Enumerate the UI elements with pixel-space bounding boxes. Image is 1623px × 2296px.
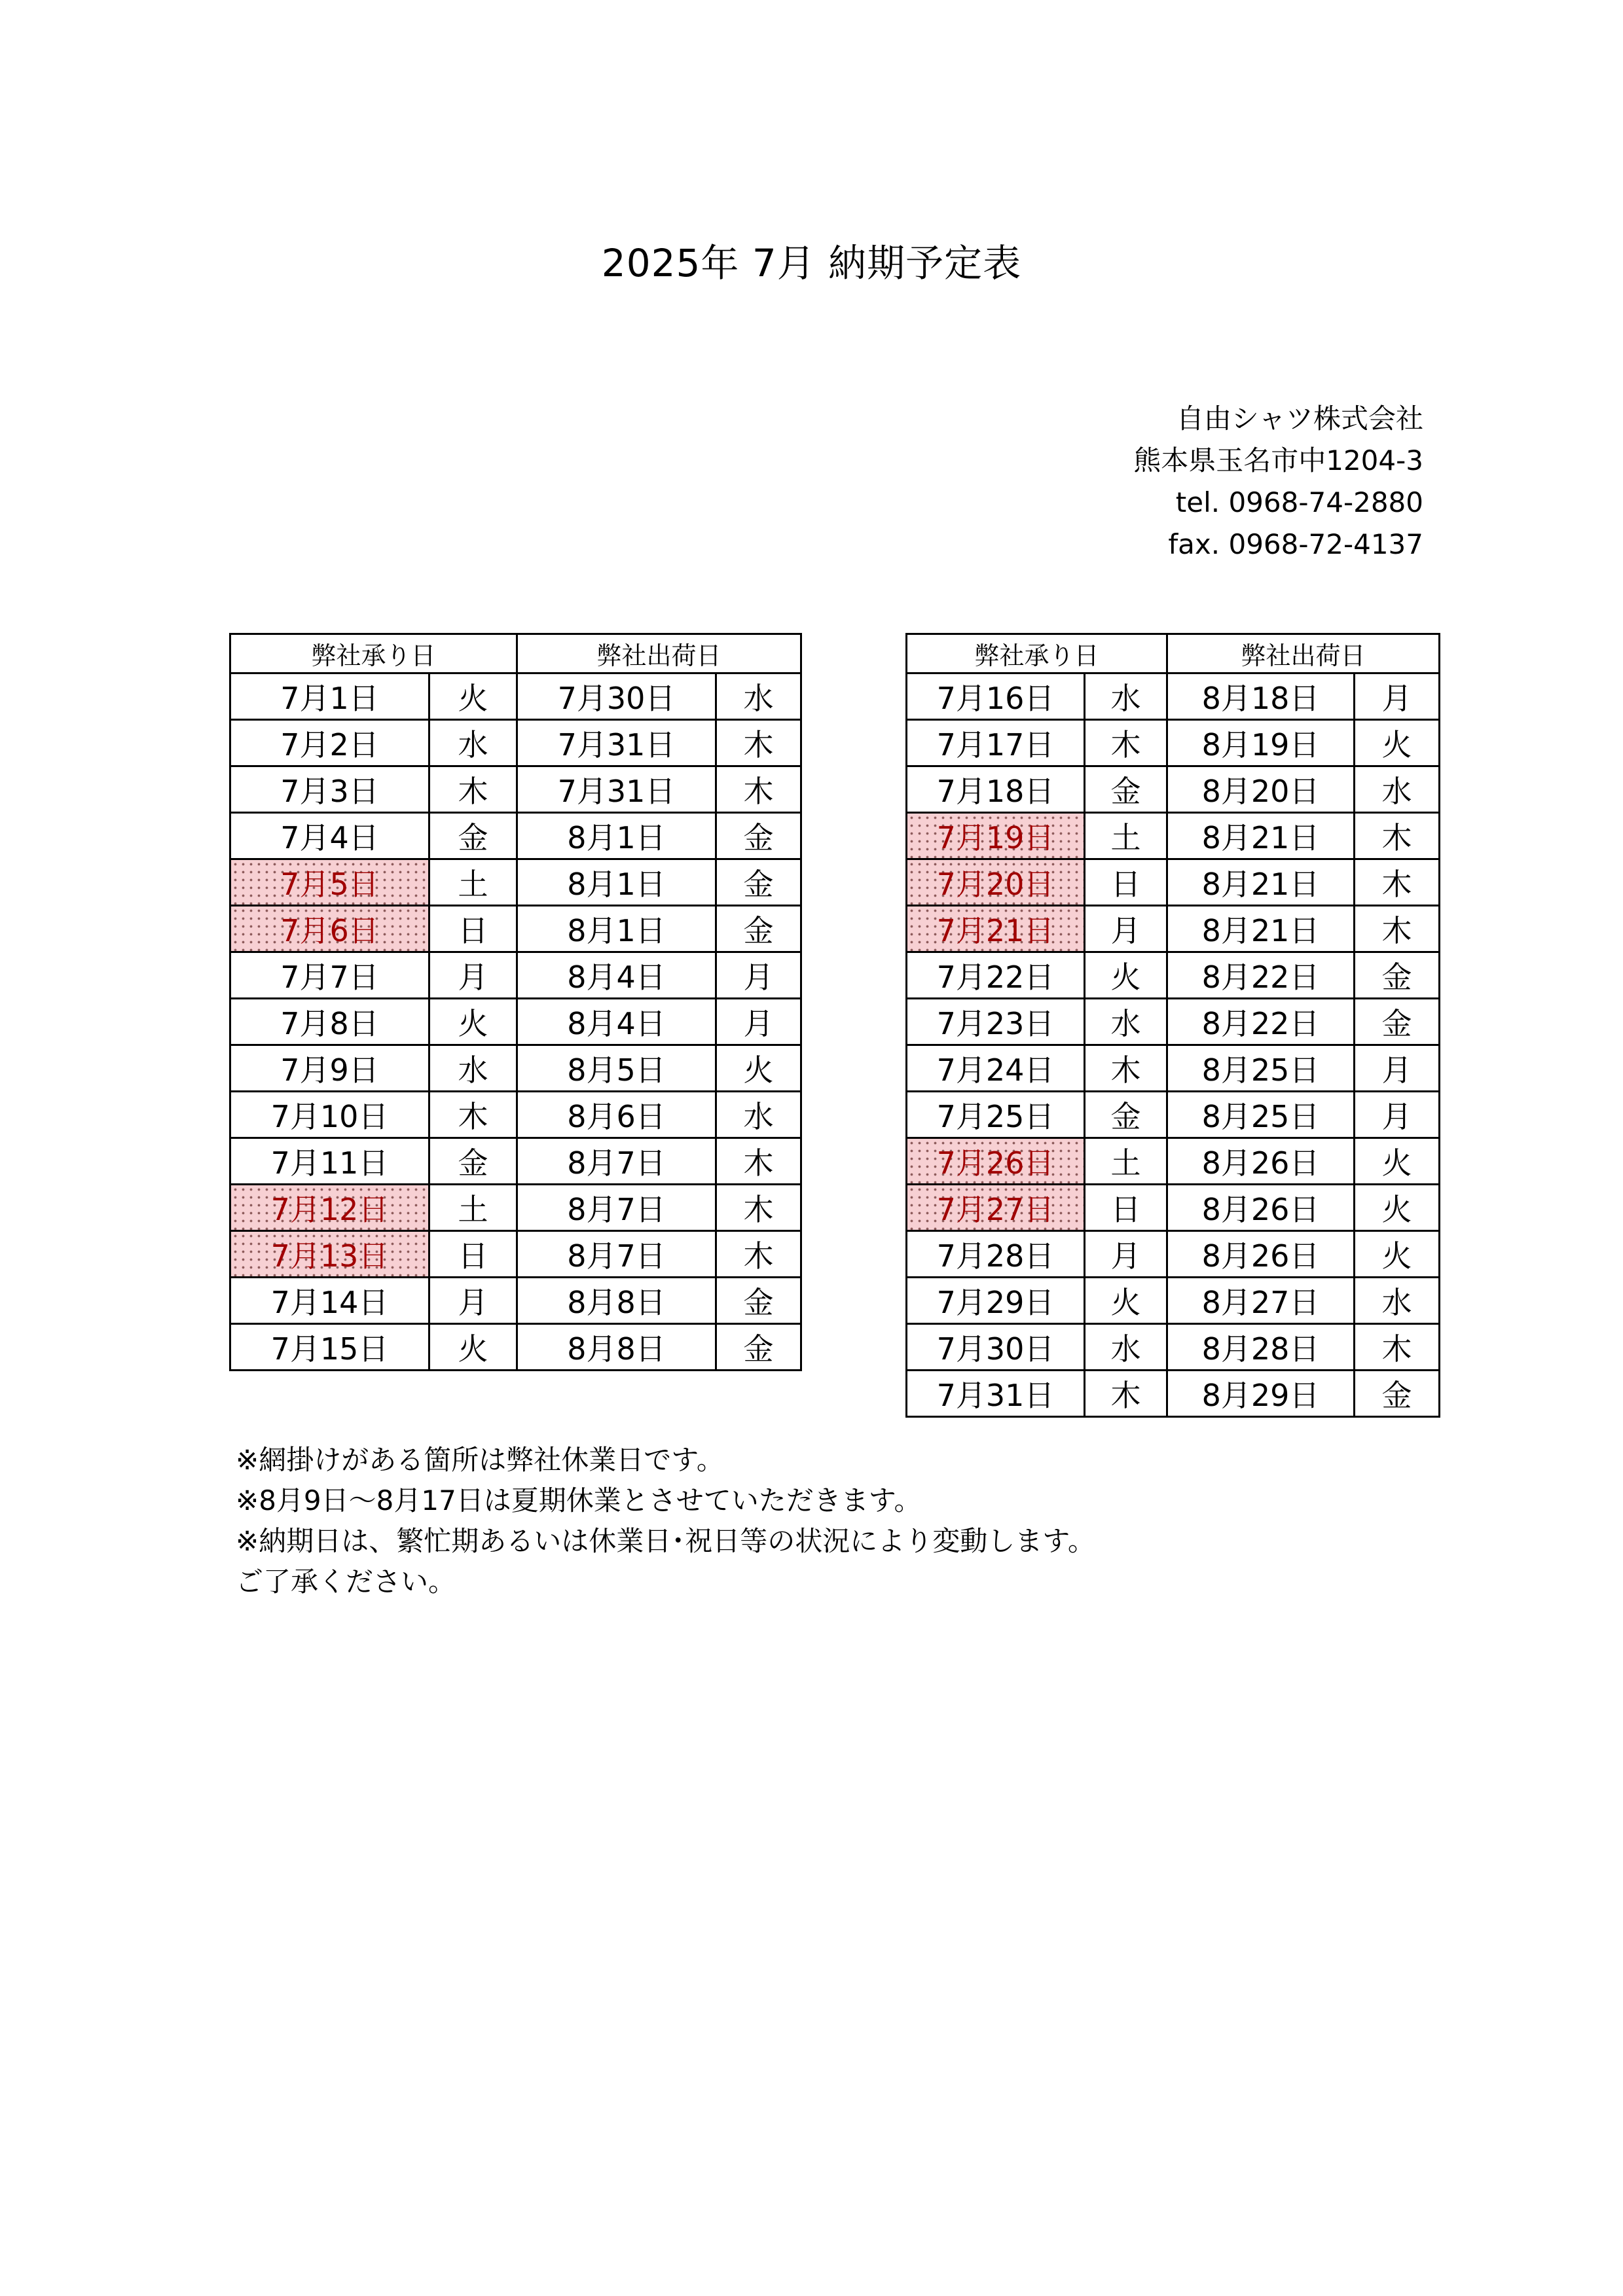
shipping-weekday-cell: 木: [1355, 859, 1440, 906]
shipping-date-cell: 8月21日: [1167, 906, 1355, 952]
shipping-date-cell: 8月1日: [517, 859, 716, 906]
shipping-date-cell: 8月7日: [517, 1185, 716, 1231]
shipping-weekday-cell: 金: [1355, 999, 1440, 1045]
received-date-cell: 7月8日: [230, 999, 429, 1045]
shipping-weekday-cell: 木: [1355, 906, 1440, 952]
received-date-cell: 7月16日: [907, 673, 1085, 720]
received-date-cell: 7月9日: [230, 1045, 429, 1092]
shipping-weekday-cell: 木: [1355, 1324, 1440, 1371]
shipping-weekday-cell: 月: [716, 999, 801, 1045]
table-row: [230, 1231, 801, 1278]
table-row: [907, 1138, 1440, 1185]
received-date-cell: 7月26日: [907, 1138, 1085, 1185]
received-date-cell: 7月1日: [230, 673, 429, 720]
received-weekday-cell: 土: [1085, 1138, 1167, 1185]
received-weekday-cell: 月: [429, 952, 517, 999]
received-date-cell: 7月29日: [907, 1278, 1085, 1324]
shipping-date-cell: 8月4日: [517, 999, 716, 1045]
note-line: ※網掛けがある箇所は弊社休業日です。: [236, 1444, 724, 1476]
note-line: ご了承ください。: [236, 1566, 456, 1598]
shipping-date-cell: 8月25日: [1167, 1045, 1355, 1092]
shipping-weekday-cell: 月: [716, 952, 801, 999]
received-weekday-cell: 水: [429, 1045, 517, 1092]
shipping-date-cell: 8月1日: [517, 813, 716, 859]
shipping-weekday-cell: 木: [716, 1231, 801, 1278]
table-row: [230, 1045, 801, 1092]
received-date-cell: 7月28日: [907, 1231, 1085, 1278]
shipping-weekday-cell: 水: [716, 1092, 801, 1138]
company-info: [1133, 398, 1423, 565]
received-date-cell: 7月11日: [230, 1138, 429, 1185]
received-date-cell: 7月25日: [907, 1092, 1085, 1138]
shipping-weekday-cell: 金: [1355, 1371, 1440, 1417]
company-tel: tel. 0968-74-2880: [1175, 486, 1423, 518]
received-date-cell: 7月21日: [907, 906, 1085, 952]
shipping-weekday-cell: 金: [716, 813, 801, 859]
table-row: [907, 1045, 1440, 1092]
table-row: [230, 859, 801, 906]
notes: [236, 1440, 1095, 1602]
shipping-date-cell: 8月6日: [517, 1092, 716, 1138]
received-weekday-cell: 月: [1085, 906, 1167, 952]
received-date-cell: 7月27日: [907, 1185, 1085, 1231]
shipping-date-cell: 7月31日: [517, 720, 716, 766]
received-weekday-cell: 火: [1085, 952, 1167, 999]
received-weekday-cell: 水: [1085, 673, 1167, 720]
received-weekday-cell: 木: [1085, 720, 1167, 766]
received-date-cell: 7月13日: [230, 1231, 429, 1278]
table-row: [907, 1278, 1440, 1324]
received-date-cell: 7月23日: [907, 999, 1085, 1045]
table-row: [907, 813, 1440, 859]
shipping-weekday-cell: 金: [716, 859, 801, 906]
shipping-date-cell: 8月27日: [1167, 1278, 1355, 1324]
received-weekday-cell: 火: [429, 999, 517, 1045]
table-row: [230, 813, 801, 859]
schedule-table-left: [229, 633, 802, 1371]
header-shipping: 弊社出荷日: [517, 634, 801, 673]
shipping-date-cell: 8月26日: [1167, 1138, 1355, 1185]
shipping-date-cell: 8月22日: [1167, 999, 1355, 1045]
received-date-cell: 7月30日: [907, 1324, 1085, 1371]
shipping-weekday-cell: 火: [1355, 1138, 1440, 1185]
received-date-cell: 7月20日: [907, 859, 1085, 906]
received-weekday-cell: 水: [1085, 1324, 1167, 1371]
shipping-weekday-cell: 木: [716, 766, 801, 813]
table-row: [907, 1185, 1440, 1231]
shipping-weekday-cell: 木: [716, 720, 801, 766]
received-date-cell: 7月4日: [230, 813, 429, 859]
schedule-body-left: [230, 673, 801, 1371]
received-weekday-cell: 日: [429, 906, 517, 952]
received-weekday-cell: 水: [429, 720, 517, 766]
shipping-weekday-cell: 月: [1355, 1045, 1440, 1092]
page-title: 2025年 7月 納期予定表: [601, 241, 1022, 285]
received-date-cell: 7月10日: [230, 1092, 429, 1138]
shipping-weekday-cell: 水: [1355, 1278, 1440, 1324]
shipping-weekday-cell: 火: [1355, 1185, 1440, 1231]
shipping-date-cell: 8月22日: [1167, 952, 1355, 999]
received-date-cell: 7月22日: [907, 952, 1085, 999]
shipping-weekday-cell: 木: [1355, 813, 1440, 859]
shipping-date-cell: 8月25日: [1167, 1092, 1355, 1138]
received-date-cell: 7月2日: [230, 720, 429, 766]
received-date-cell: 7月19日: [907, 813, 1085, 859]
shipping-weekday-cell: 金: [1355, 952, 1440, 999]
shipping-date-cell: 8月21日: [1167, 813, 1355, 859]
received-weekday-cell: 木: [1085, 1045, 1167, 1092]
received-date-cell: 7月17日: [907, 720, 1085, 766]
received-date-cell: 7月3日: [230, 766, 429, 813]
shipping-date-cell: 8月28日: [1167, 1324, 1355, 1371]
shipping-date-cell: 8月5日: [517, 1045, 716, 1092]
table-row: [230, 766, 801, 813]
shipping-date-cell: 8月8日: [517, 1324, 716, 1371]
received-weekday-cell: 金: [1085, 766, 1167, 813]
shipping-weekday-cell: 水: [716, 673, 801, 720]
shipping-date-cell: 7月31日: [517, 766, 716, 813]
received-weekday-cell: 日: [1085, 859, 1167, 906]
received-weekday-cell: 木: [429, 766, 517, 813]
shipping-date-cell: 8月7日: [517, 1231, 716, 1278]
note-line: ※8月9日～8月17日は夏期休業とさせていただきます。: [236, 1484, 922, 1516]
table-row: [907, 952, 1440, 999]
received-date-cell: 7月14日: [230, 1278, 429, 1324]
table-row: [230, 720, 801, 766]
header-received: 弊社承り日: [907, 634, 1167, 673]
table-row: [907, 1092, 1440, 1138]
received-date-cell: 7月5日: [230, 859, 429, 906]
received-weekday-cell: 金: [429, 813, 517, 859]
shipping-weekday-cell: 火: [1355, 720, 1440, 766]
shipping-weekday-cell: 水: [1355, 766, 1440, 813]
received-weekday-cell: 火: [429, 673, 517, 720]
company-name: 自由シャツ株式会社: [1176, 403, 1423, 435]
table-row: [230, 999, 801, 1045]
received-weekday-cell: 月: [429, 1278, 517, 1324]
shipping-weekday-cell: 月: [1355, 673, 1440, 720]
shipping-weekday-cell: 木: [716, 1185, 801, 1231]
received-weekday-cell: 火: [429, 1324, 517, 1371]
shipping-date-cell: 7月30日: [517, 673, 716, 720]
received-date-cell: 7月12日: [230, 1185, 429, 1231]
received-weekday-cell: 土: [429, 1185, 517, 1231]
shipping-date-cell: 8月18日: [1167, 673, 1355, 720]
received-weekday-cell: 金: [429, 1138, 517, 1185]
shipping-date-cell: 8月7日: [517, 1138, 716, 1185]
header-shipping: 弊社出荷日: [1167, 634, 1440, 673]
shipping-weekday-cell: 月: [1355, 1092, 1440, 1138]
schedule-table-right: [905, 633, 1440, 1418]
shipping-weekday-cell: 火: [716, 1045, 801, 1092]
shipping-date-cell: 8月29日: [1167, 1371, 1355, 1417]
table-row: [230, 952, 801, 999]
table-row: [907, 906, 1440, 952]
shipping-date-cell: 8月20日: [1167, 766, 1355, 813]
shipping-weekday-cell: 火: [1355, 1231, 1440, 1278]
shipping-date-cell: 8月26日: [1167, 1185, 1355, 1231]
company-address: 熊本県玉名市中1204-3: [1133, 444, 1423, 476]
company-fax: fax. 0968-72-4137: [1168, 528, 1423, 560]
table-row: [230, 1278, 801, 1324]
shipping-date-cell: 8月19日: [1167, 720, 1355, 766]
received-date-cell: 7月6日: [230, 906, 429, 952]
received-date-cell: 7月31日: [907, 1371, 1085, 1417]
header-received: 弊社承り日: [230, 634, 517, 673]
note-line: ※納期日は、繁忙期あるいは休業日･祝日等の状況により変動します。: [236, 1525, 1095, 1557]
received-weekday-cell: 日: [1085, 1185, 1167, 1231]
table-row: [230, 1092, 801, 1138]
received-weekday-cell: 火: [1085, 1278, 1167, 1324]
table-row: [230, 1138, 801, 1185]
table-header-row: [230, 634, 801, 673]
table-row: [907, 999, 1440, 1045]
table-row: [230, 1324, 801, 1371]
table-row: [907, 720, 1440, 766]
received-weekday-cell: 木: [429, 1092, 517, 1138]
shipping-weekday-cell: 金: [716, 1324, 801, 1371]
shipping-weekday-cell: 木: [716, 1138, 801, 1185]
shipping-date-cell: 8月26日: [1167, 1231, 1355, 1278]
received-weekday-cell: 日: [429, 1231, 517, 1278]
table-row: [907, 673, 1440, 720]
table-row: [230, 673, 801, 720]
received-date-cell: 7月7日: [230, 952, 429, 999]
received-weekday-cell: 木: [1085, 1371, 1167, 1417]
received-weekday-cell: 月: [1085, 1231, 1167, 1278]
table-row: [907, 1231, 1440, 1278]
shipping-date-cell: 8月4日: [517, 952, 716, 999]
shipping-weekday-cell: 金: [716, 906, 801, 952]
received-date-cell: 7月15日: [230, 1324, 429, 1371]
table-row: [907, 766, 1440, 813]
shipping-date-cell: 8月1日: [517, 906, 716, 952]
received-date-cell: 7月24日: [907, 1045, 1085, 1092]
schedule-body-right: [907, 673, 1440, 1417]
table-row: [907, 859, 1440, 906]
table-row: [230, 906, 801, 952]
received-weekday-cell: 土: [429, 859, 517, 906]
table-header-row: [907, 634, 1440, 673]
received-weekday-cell: 土: [1085, 813, 1167, 859]
table-row: [230, 1185, 801, 1231]
received-weekday-cell: 金: [1085, 1092, 1167, 1138]
shipping-date-cell: 8月21日: [1167, 859, 1355, 906]
table-row: [907, 1324, 1440, 1371]
shipping-date-cell: 8月8日: [517, 1278, 716, 1324]
received-date-cell: 7月18日: [907, 766, 1085, 813]
received-weekday-cell: 水: [1085, 999, 1167, 1045]
shipping-weekday-cell: 金: [716, 1278, 801, 1324]
table-row: [907, 1371, 1440, 1417]
